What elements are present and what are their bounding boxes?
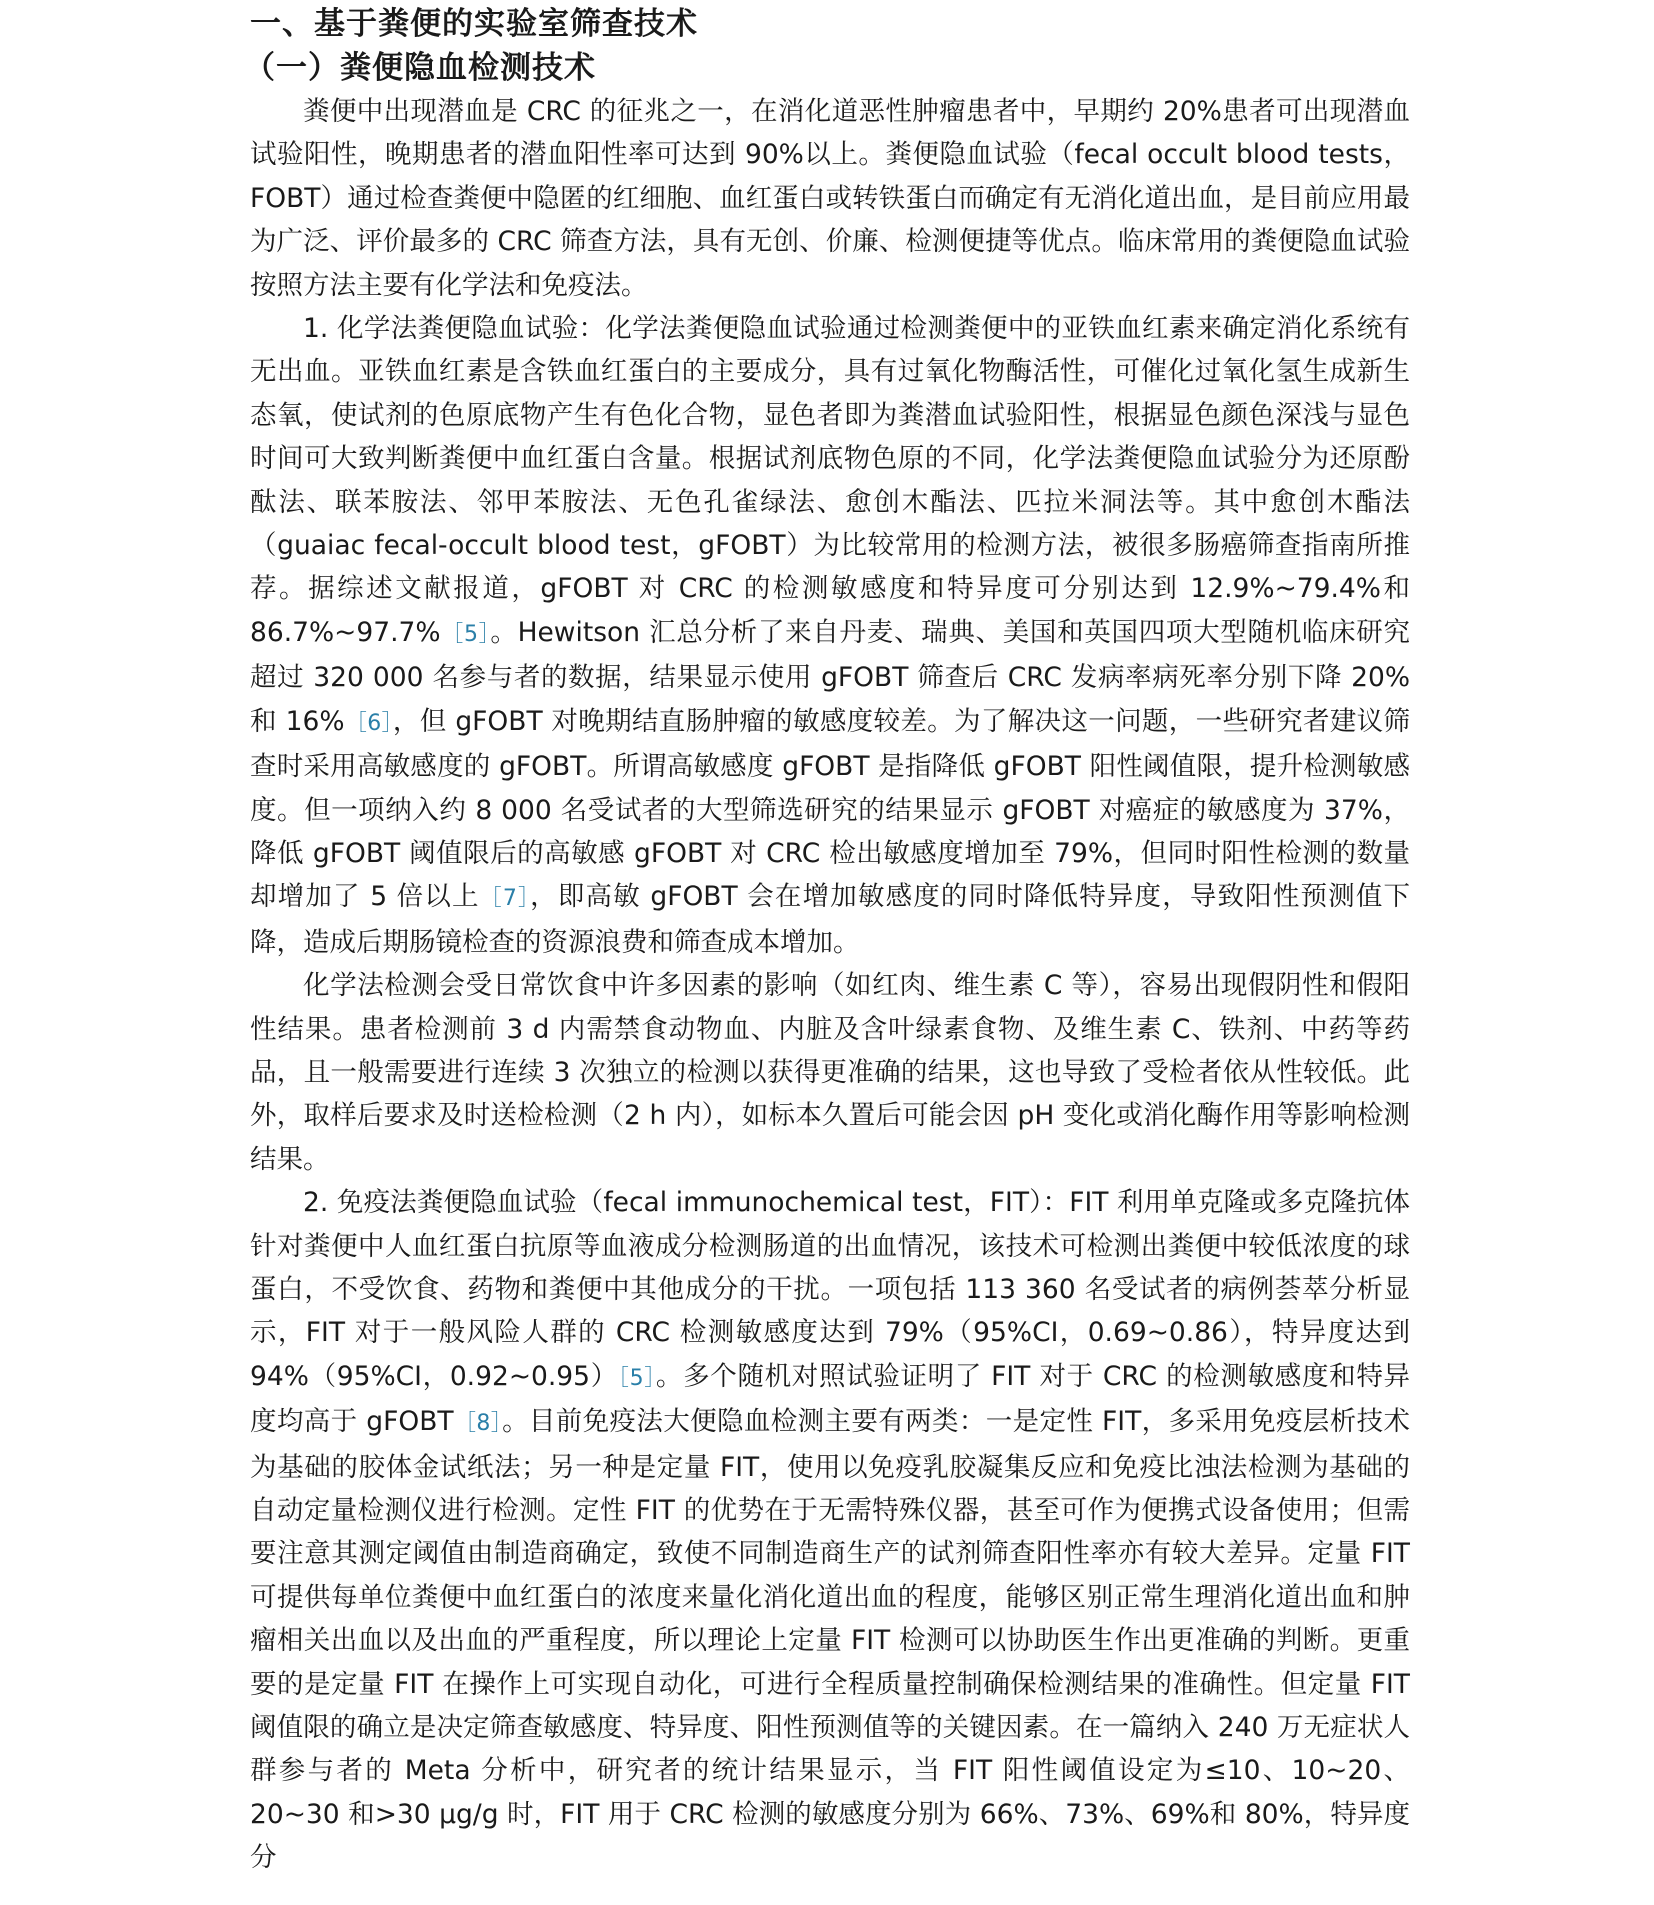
paragraph-text: 粪便中出现潜血是 CRC 的征兆之一，在消化道恶性肿瘤患者中，早期约 20%患者可出现潜血试验阳性，晚期患者的潜血阳性率可达到 90%以上。粪便隐血试验（fecal occult blood tests，FOBT）通过检查粪便中隐匿的红细胞、血红蛋白或转铁蛋白而确定有无消化道出血，是目前应用最为广泛、评价最多的 CRC 筛查方法，具有无创、价廉、检测便捷等优点。临床常用的粪便隐血试验按照方法主要有化学法和免疫法。 <box>250 96 1410 301</box>
paragraph-chemical-fobt <box>250 307 1410 964</box>
paragraph-text: 。Hewitson 汇总分析了来自丹麦、瑞典、美国和英国四项大型随机临床研究超过 320 000 名参与者的数据，结果显示使用 gFOBT 筛查后 CRC 发病率病死率分别下降 20%和 16% <box>250 616 1410 737</box>
citation-link[interactable]: ［5］ <box>617 1365 656 1391</box>
paragraph-text: ，即高敏 gFOBT 会在增加敏感度的同时降低特异度，导致阳性预测值下降，造成后期肠镜检查的资源浪费和筛查成本增加。 <box>250 881 1410 958</box>
paragraph-chemical-limitations <box>250 964 1410 1181</box>
paragraph-text: ，但 gFOBT 对晚期结直肠肿瘤的敏感度较差。为了解决这一问题，一些研究者建议筛查时采用高敏感度的 gFOBT。所谓高敏感度 gFOBT 是指降低 gFOBT 阳性阈值限，提升检测敏感度。但一项纳入约 8 000 名受试者的大型筛选研究的结果显示 gFOBT 对癌症的敏感度为 37%，降低 gFOBT 阈值限后的高敏感 gFOBT 对 CRC 检出敏感度增加至 79%，但同时阳性检测的数量却增加了 5 倍以上 <box>250 705 1411 913</box>
paragraph-intro <box>250 90 1410 307</box>
paragraph-text: 。目前免疫法大便隐血检测主要有两类：一是定性 FIT，多采用免疫层析技术为基础的胶体金试纸法；另一种是定量 FIT，使用以免疫乳胶凝集反应和免疫比浊法检测为基础的自动定量检测仪进行检测。定性 FIT 的优势在于无需特殊仪器，甚至可作为便携式设备使用；但需要注意其测定阈值由制造商确定，致使不同制造商生产的试剂筛查阳性率亦有较大差异。定量 FIT 可提供每单位粪便中血红蛋白的浓度来量化消化道出血的程度，能够区别正常生理消化道出血和肿瘤相关出血以及出血的严重程度，所以理论上定量 FIT 检测可以协助医生作出更准确的判断。更重要的是定量 FIT 在操作上可实现自动化，可进行全程质量控制确保检测结果的准确性。但定量 FIT 阈值限的确立是决定筛查敏感度、特异度、阳性预测值等的关键因素。在一篇纳入 240 万无症状人群参与者的 Meta 分析中，研究者的统计结果显示，当 FIT 阳性阈值设定为≤10、10~20、20~30 和>30 μg/g 时，FIT 用于 CRC 检测的敏感度分别为 66%、73%、69%和 80%，特异度分 <box>250 1406 1410 1874</box>
paragraph-text: 化学法检测会受日常饮食中许多因素的影响（如红肉、维生素 C 等），容易出现假阴性和假阳性结果。患者检测前 3 d 内需禁食动物血、内脏及含叶绿素食物、及维生素 C、铁剂、中药等药品，且一般需要进行连续 3 次独立的检测以获得更准确的结果，这也导致了受检者依从性较低。此外，取样后要求及时送检检测（2 h 内），如标本久置后可能会因 pH 变化或消化酶作用等影响检测结果。 <box>250 970 1410 1175</box>
citation-link[interactable]: ［6］ <box>344 710 393 736</box>
subsection-heading: （一）粪便隐血检测技术 <box>244 50 596 86</box>
paragraph-text: 。多个随机对照试验证明了 FIT 对于 CRC 的检测敏感度和特异度均高于 gFOBT <box>250 1360 1410 1438</box>
citation-link[interactable]: ［7］ <box>479 886 531 912</box>
paragraph-fit <box>250 1181 1410 1880</box>
citation-link[interactable]: ［8］ <box>453 1411 503 1437</box>
paragraph-text: 1. 化学法粪便隐血试验：化学法粪便隐血试验通过检测粪便中的亚铁血红素来确定消化系统有无出血。亚铁血红素是含铁血红蛋白的主要成分，具有过氧化物酶活性，可催化过氧化氢生成新生态氧，使试剂的色原底物产生有色化合物，显色者即为粪潜血试验阳性，根据显色颜色深浅与显色时间可大致判断粪便中血红蛋白含量。根据试剂底物色原的不同，化学法粪便隐血试验分为还原酚酞法、联苯胺法、邻甲苯胺法、无色孔雀绿法、愈创木酯法、匹拉米洞法等。其中愈创木酯法（guaiac fecal-occult blood test，gFOBT）为比较常用的检测方法，被很多肠癌筛查指南所推荐。据综述文献报道，gFOBT 对 CRC 的检测敏感度和特异度可分别达到 12.9%~79.4%和 86.7%~97.7% <box>250 313 1410 648</box>
citation-link[interactable]: ［5］ <box>440 621 491 647</box>
section-heading: 一、基于粪便的实验室筛查技术 <box>250 6 698 42</box>
paragraph-text: 2. 免疫法粪便隐血试验（fecal immunochemical test，FIT）：FIT 利用单克隆或多克隆抗体针对粪便中人血红蛋白抗原等血液成分检测肠道的出血情况，该技术可检测出粪便中较低浓度的球蛋白，不受饮食、药物和粪便中其他成分的干扰。一项包括 113 360 名受试者的病例荟萃分析显示，FIT 对于一般风险人群的 CRC 检测敏感度达到 79%（95%CI，0.69~0.86），特异度达到 94%（95%CI，0.92~0.95） <box>250 1187 1410 1392</box>
document-page <box>244 0 1411 1880</box>
